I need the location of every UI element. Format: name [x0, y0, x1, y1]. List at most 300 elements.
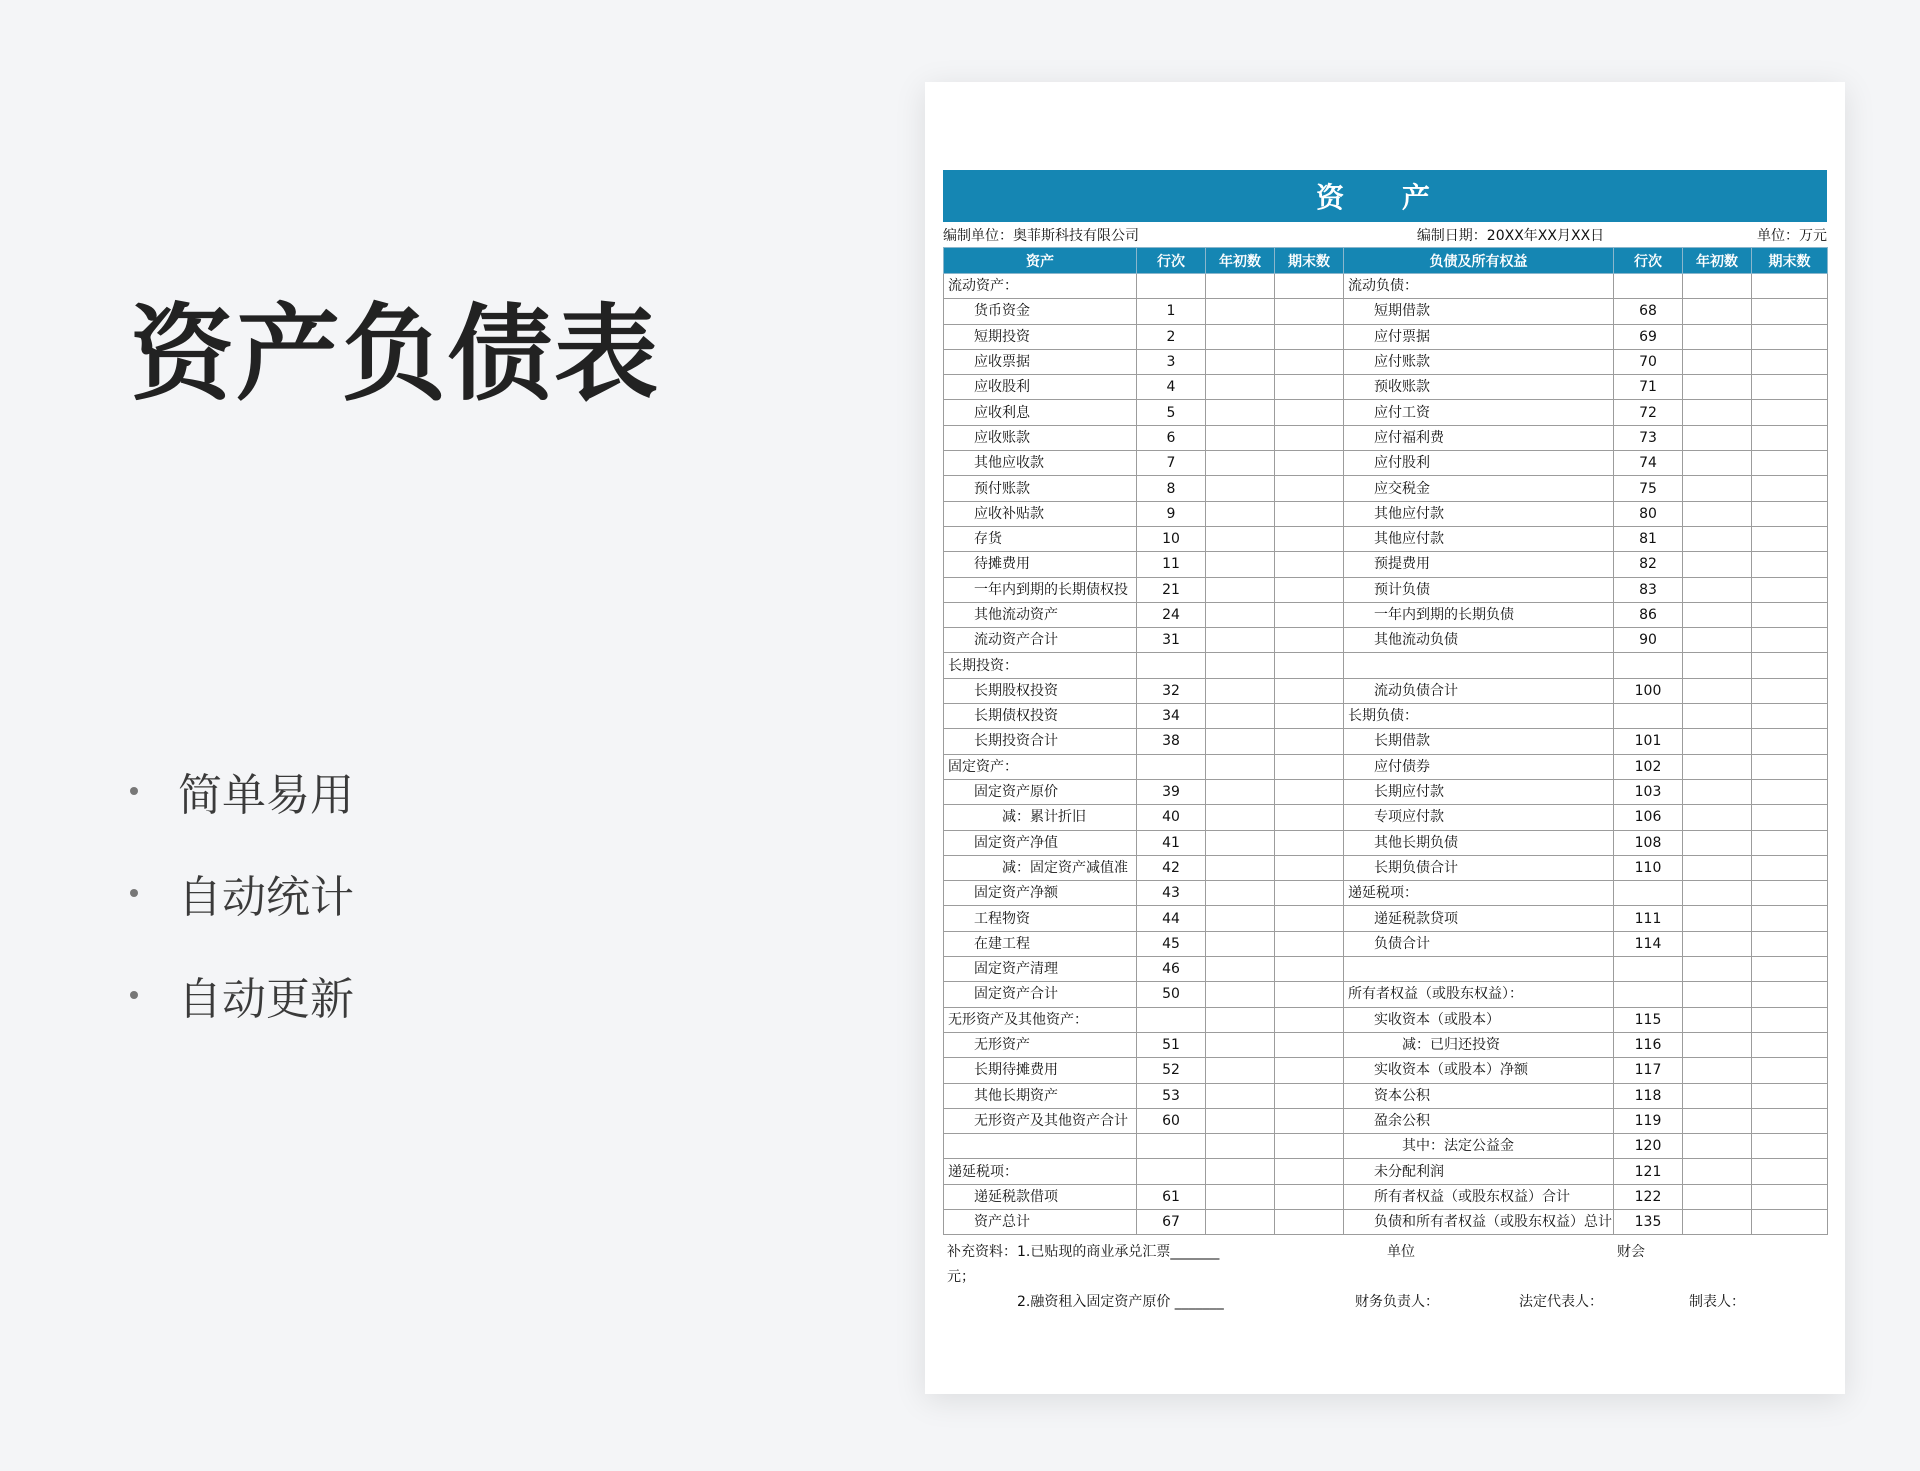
liability-line-no: 108: [1614, 830, 1683, 855]
preparer-label: 制表人：: [1689, 1294, 1745, 1311]
table-row: [944, 881, 1828, 906]
asset-closing: [1275, 526, 1344, 551]
asset-opening: [1206, 729, 1275, 754]
asset-line-no: 44: [1137, 906, 1206, 931]
asset-line-no: [1137, 1159, 1206, 1184]
liability-item: 应付票据: [1344, 324, 1614, 349]
asset-opening: [1206, 324, 1275, 349]
asset-opening: [1206, 906, 1275, 931]
asset-item: 预付账款: [944, 476, 1137, 501]
liability-item: 其中：法定公益金: [1344, 1134, 1614, 1159]
liability-line-no: 102: [1614, 754, 1683, 779]
asset-item: 其他流动资产: [944, 602, 1137, 627]
liability-closing: [1752, 779, 1828, 804]
feature-item: [130, 842, 354, 944]
liability-opening: [1683, 1083, 1752, 1108]
asset-opening: [1206, 1007, 1275, 1032]
asset-line-no: [1137, 1007, 1206, 1032]
asset-item: 待摊费用: [944, 552, 1137, 577]
liability-closing: [1752, 1032, 1828, 1057]
asset-closing: [1275, 957, 1344, 982]
asset-line-no: 43: [1137, 881, 1206, 906]
sheet-banner: 资 产: [943, 170, 1827, 222]
liability-line-no: 117: [1614, 1058, 1683, 1083]
finance-head-label: 财务负责人：: [1355, 1294, 1439, 1311]
liability-opening: [1683, 1159, 1752, 1184]
liability-line-no: 70: [1614, 349, 1683, 374]
liability-closing: [1752, 577, 1828, 602]
liability-closing: [1752, 476, 1828, 501]
asset-item: 应收股利: [944, 375, 1137, 400]
asset-line-no: 31: [1137, 628, 1206, 653]
asset-opening: [1206, 526, 1275, 551]
liability-item: 预计负债: [1344, 577, 1614, 602]
liability-closing: [1752, 375, 1828, 400]
liability-item: 预收账款: [1344, 375, 1614, 400]
col-header: 资产: [944, 248, 1137, 274]
asset-item: 货币资金: [944, 299, 1137, 324]
table-row: [944, 805, 1828, 830]
asset-line-no: 7: [1137, 451, 1206, 476]
asset-opening: [1206, 704, 1275, 729]
asset-opening: [1206, 1058, 1275, 1083]
liability-item: 应交税金: [1344, 476, 1614, 501]
liability-opening: [1683, 375, 1752, 400]
asset-item: 存货: [944, 526, 1137, 551]
asset-closing: [1275, 931, 1344, 956]
asset-opening: [1206, 274, 1275, 299]
feature-item: [130, 740, 354, 842]
liability-opening: [1683, 274, 1752, 299]
note-discounted-bills: 补充资料：1.已贴现的商业承兑汇票_______: [947, 1244, 1220, 1261]
table-row: [944, 678, 1828, 703]
asset-item: 固定资产净额: [944, 881, 1137, 906]
table-header-row: [944, 248, 1828, 274]
asset-opening: [1206, 931, 1275, 956]
asset-line-no: [1137, 274, 1206, 299]
liability-closing: [1752, 1007, 1828, 1032]
liability-item: [1344, 653, 1614, 678]
liability-opening: [1683, 830, 1752, 855]
feature-list: [130, 740, 354, 1046]
liability-item: 其他流动负债: [1344, 628, 1614, 653]
table-row: [944, 1184, 1828, 1209]
liability-closing: [1752, 805, 1828, 830]
liability-item: 流动负债：: [1344, 274, 1614, 299]
asset-line-no: 60: [1137, 1108, 1206, 1133]
liability-item: 减：已归还投资: [1344, 1032, 1614, 1057]
liability-opening: [1683, 349, 1752, 374]
liability-opening: [1683, 729, 1752, 754]
liability-opening: [1683, 931, 1752, 956]
table-row: [944, 526, 1828, 551]
asset-closing: [1275, 704, 1344, 729]
asset-item: 短期投资: [944, 324, 1137, 349]
liability-opening: [1683, 779, 1752, 804]
liability-item: 长期借款: [1344, 729, 1614, 754]
liability-closing: [1752, 1159, 1828, 1184]
asset-opening: [1206, 1032, 1275, 1057]
asset-line-no: 24: [1137, 602, 1206, 627]
liability-item: 长期负债：: [1344, 704, 1614, 729]
liability-opening: [1683, 906, 1752, 931]
asset-line-no: 42: [1137, 855, 1206, 880]
liability-item: 其他长期负债: [1344, 830, 1614, 855]
table-row: [944, 729, 1828, 754]
liability-line-no: 68: [1614, 299, 1683, 324]
asset-opening: [1206, 1159, 1275, 1184]
liability-closing: [1752, 349, 1828, 374]
liability-closing: [1752, 653, 1828, 678]
col-header: 行次: [1137, 248, 1206, 274]
col-header: 行次: [1614, 248, 1683, 274]
asset-line-no: 2: [1137, 324, 1206, 349]
liability-opening: [1683, 1058, 1752, 1083]
liability-line-no: [1614, 957, 1683, 982]
asset-line-no: 46: [1137, 957, 1206, 982]
asset-opening: [1206, 552, 1275, 577]
asset-item: 长期债权投资: [944, 704, 1137, 729]
asset-opening: [1206, 501, 1275, 526]
col-header: 期末数: [1752, 248, 1828, 274]
liability-closing: [1752, 754, 1828, 779]
asset-line-no: 3: [1137, 349, 1206, 374]
asset-line-no: 32: [1137, 678, 1206, 703]
liability-opening: [1683, 602, 1752, 627]
asset-item: 长期投资合计: [944, 729, 1137, 754]
liability-item: 应付福利费: [1344, 425, 1614, 450]
liability-opening: [1683, 400, 1752, 425]
table-row: [944, 324, 1828, 349]
table-row: [944, 1134, 1828, 1159]
asset-line-no: 52: [1137, 1058, 1206, 1083]
liability-line-no: 90: [1614, 628, 1683, 653]
liability-closing: [1752, 957, 1828, 982]
table-row: [944, 704, 1828, 729]
liability-item: 应付工资: [1344, 400, 1614, 425]
asset-item: 固定资产净值: [944, 830, 1137, 855]
liability-line-no: 121: [1614, 1159, 1683, 1184]
liability-closing: [1752, 1184, 1828, 1209]
asset-line-no: [1137, 653, 1206, 678]
liability-closing: [1752, 526, 1828, 551]
liability-opening: [1683, 1007, 1752, 1032]
liability-item: 应付账款: [1344, 349, 1614, 374]
col-header: 负债及所有权益: [1344, 248, 1614, 274]
asset-closing: [1275, 982, 1344, 1007]
asset-closing: [1275, 1032, 1344, 1057]
table-row: [944, 1007, 1828, 1032]
asset-opening: [1206, 577, 1275, 602]
liability-line-no: 82: [1614, 552, 1683, 577]
asset-closing: [1275, 299, 1344, 324]
liability-line-no: 114: [1614, 931, 1683, 956]
asset-closing: [1275, 754, 1344, 779]
liability-opening: [1683, 982, 1752, 1007]
asset-line-no: 38: [1137, 729, 1206, 754]
asset-opening: [1206, 1083, 1275, 1108]
asset-opening: [1206, 805, 1275, 830]
asset-opening: [1206, 982, 1275, 1007]
table-row: [944, 1108, 1828, 1133]
liability-closing: [1752, 400, 1828, 425]
liability-opening: [1683, 552, 1752, 577]
liability-item: 长期应付款: [1344, 779, 1614, 804]
liability-item: 专项应付款: [1344, 805, 1614, 830]
asset-line-no: 45: [1137, 931, 1206, 956]
asset-line-no: 1: [1137, 299, 1206, 324]
table-row: [944, 906, 1828, 931]
liability-line-no: 135: [1614, 1209, 1683, 1234]
asset-line-no: 11: [1137, 552, 1206, 577]
liability-line-no: [1614, 704, 1683, 729]
sheet-meta: [943, 222, 1827, 247]
asset-closing: [1275, 906, 1344, 931]
liability-line-no: 83: [1614, 577, 1683, 602]
asset-opening: [1206, 628, 1275, 653]
asset-opening: [1206, 1184, 1275, 1209]
liability-item: 所有者权益（或股东权益）：: [1344, 982, 1614, 1007]
asset-item: 一年内到期的长期债权投: [944, 577, 1137, 602]
asset-line-no: 67: [1137, 1209, 1206, 1234]
liability-line-no: [1614, 653, 1683, 678]
table-row: [944, 754, 1828, 779]
asset-closing: [1275, 678, 1344, 703]
sheet-notes: [943, 1235, 1827, 1325]
liability-line-no: 101: [1614, 729, 1683, 754]
liability-opening: [1683, 577, 1752, 602]
asset-item: 减：固定资产减值准: [944, 855, 1137, 880]
liability-closing: [1752, 425, 1828, 450]
asset-line-no: 39: [1137, 779, 1206, 804]
liability-closing: [1752, 931, 1828, 956]
asset-line-no: 41: [1137, 830, 1206, 855]
liability-item: 所有者权益（或股东权益）合计: [1344, 1184, 1614, 1209]
asset-line-no: [1137, 1134, 1206, 1159]
table-row: [944, 299, 1828, 324]
liability-item: 盈余公积: [1344, 1108, 1614, 1133]
asset-opening: [1206, 653, 1275, 678]
liability-line-no: 120: [1614, 1134, 1683, 1159]
table-row: [944, 1083, 1828, 1108]
asset-closing: [1275, 552, 1344, 577]
feature-label: 自动更新: [178, 974, 354, 1025]
table-row: [944, 274, 1828, 299]
asset-closing: [1275, 602, 1344, 627]
table-row: [944, 931, 1828, 956]
asset-closing: [1275, 628, 1344, 653]
liability-line-no: 74: [1614, 451, 1683, 476]
liability-line-no: 111: [1614, 906, 1683, 931]
liability-closing: [1752, 982, 1828, 1007]
liability-opening: [1683, 1209, 1752, 1234]
asset-item: 无形资产及其他资产：: [944, 1007, 1137, 1032]
asset-closing: [1275, 881, 1344, 906]
asset-closing: [1275, 779, 1344, 804]
asset-item: 资产总计: [944, 1209, 1137, 1234]
asset-closing: [1275, 324, 1344, 349]
balance-table: [943, 247, 1828, 1235]
asset-item: 固定资产合计: [944, 982, 1137, 1007]
asset-item: 无形资产: [944, 1032, 1137, 1057]
asset-opening: [1206, 830, 1275, 855]
table-row: [944, 628, 1828, 653]
sheet-content: [943, 170, 1827, 1325]
liability-item: 其他应付款: [1344, 526, 1614, 551]
asset-item: 应收账款: [944, 425, 1137, 450]
liability-item: 应付股利: [1344, 451, 1614, 476]
liability-closing: [1752, 451, 1828, 476]
asset-closing: [1275, 653, 1344, 678]
unit-sign-label: 单位: [1387, 1244, 1415, 1261]
liability-opening: [1683, 1032, 1752, 1057]
asset-opening: [1206, 881, 1275, 906]
table-row: [944, 602, 1828, 627]
asset-item: 应收补贴款: [944, 501, 1137, 526]
liability-opening: [1683, 1184, 1752, 1209]
liability-opening: [1683, 704, 1752, 729]
asset-opening: [1206, 855, 1275, 880]
liability-closing: [1752, 1134, 1828, 1159]
feature-label: 自动统计: [178, 872, 354, 923]
note-unit-yuan: 元；: [947, 1269, 975, 1286]
asset-item: 无形资产及其他资产合计: [944, 1108, 1137, 1133]
liability-opening: [1683, 855, 1752, 880]
asset-opening: [1206, 400, 1275, 425]
asset-line-no: 40: [1137, 805, 1206, 830]
asset-closing: [1275, 1058, 1344, 1083]
liability-line-no: 103: [1614, 779, 1683, 804]
unit-label: 单位：万元: [1756, 227, 1827, 244]
liability-line-no: 106: [1614, 805, 1683, 830]
bullet-dot: [130, 991, 138, 999]
asset-opening: [1206, 299, 1275, 324]
asset-closing: [1275, 400, 1344, 425]
table-row: [944, 577, 1828, 602]
liability-item: 流动负债合计: [1344, 678, 1614, 703]
asset-closing: [1275, 425, 1344, 450]
liability-item: 实收资本（或股本）净额: [1344, 1058, 1614, 1083]
liability-item: 预提费用: [1344, 552, 1614, 577]
table-body: [944, 274, 1828, 1235]
liability-opening: [1683, 451, 1752, 476]
table-row: [944, 1058, 1828, 1083]
feature-label: 简单易用: [178, 770, 354, 821]
liability-opening: [1683, 805, 1752, 830]
liability-line-no: 100: [1614, 678, 1683, 703]
liability-line-no: 119: [1614, 1108, 1683, 1133]
liability-opening: [1683, 526, 1752, 551]
liability-closing: [1752, 1058, 1828, 1083]
liability-item: 递延税项：: [1344, 881, 1614, 906]
asset-item: 固定资产原价: [944, 779, 1137, 804]
table-row: [944, 957, 1828, 982]
asset-closing: [1275, 1159, 1344, 1184]
asset-item: 在建工程: [944, 931, 1137, 956]
liability-closing: [1752, 881, 1828, 906]
asset-closing: [1275, 1108, 1344, 1133]
asset-item: 长期投资：: [944, 653, 1137, 678]
asset-item: 流动资产合计: [944, 628, 1137, 653]
table-row: [944, 425, 1828, 450]
bullet-dot: [130, 787, 138, 795]
liability-opening: [1683, 425, 1752, 450]
liability-opening: [1683, 324, 1752, 349]
liability-line-no: 69: [1614, 324, 1683, 349]
col-header: 期末数: [1275, 248, 1344, 274]
liability-opening: [1683, 501, 1752, 526]
asset-closing: [1275, 476, 1344, 501]
asset-item: 流动资产：: [944, 274, 1137, 299]
liability-line-no: 116: [1614, 1032, 1683, 1057]
asset-line-no: 5: [1137, 400, 1206, 425]
asset-line-no: 34: [1137, 704, 1206, 729]
liability-opening: [1683, 476, 1752, 501]
liability-item: [1344, 957, 1614, 982]
liability-closing: [1752, 906, 1828, 931]
table-row: [944, 982, 1828, 1007]
liability-line-no: 118: [1614, 1083, 1683, 1108]
asset-item: 应收票据: [944, 349, 1137, 374]
table-row: [944, 830, 1828, 855]
asset-line-no: 4: [1137, 375, 1206, 400]
liability-closing: [1752, 1083, 1828, 1108]
feature-item: [130, 944, 354, 1046]
asset-opening: [1206, 602, 1275, 627]
bullet-dot: [130, 889, 138, 897]
asset-item: 长期待摊费用: [944, 1058, 1137, 1083]
liability-opening: [1683, 754, 1752, 779]
liability-opening: [1683, 957, 1752, 982]
asset-line-no: 21: [1137, 577, 1206, 602]
liability-opening: [1683, 628, 1752, 653]
liability-item: 负债和所有者权益（或股东权益）总计: [1344, 1209, 1614, 1234]
asset-closing: [1275, 349, 1344, 374]
asset-closing: [1275, 729, 1344, 754]
liability-line-no: 115: [1614, 1007, 1683, 1032]
liability-opening: [1683, 881, 1752, 906]
asset-line-no: 9: [1137, 501, 1206, 526]
col-header: 年初数: [1683, 248, 1752, 274]
table-row: [944, 451, 1828, 476]
liability-closing: [1752, 729, 1828, 754]
liability-line-no: 71: [1614, 375, 1683, 400]
asset-closing: [1275, 274, 1344, 299]
asset-opening: [1206, 779, 1275, 804]
asset-line-no: 51: [1137, 1032, 1206, 1057]
table-row: [944, 552, 1828, 577]
liability-line-no: 81: [1614, 526, 1683, 551]
liability-line-no: 110: [1614, 855, 1683, 880]
liability-line-no: 86: [1614, 602, 1683, 627]
asset-closing: [1275, 451, 1344, 476]
asset-opening: [1206, 425, 1275, 450]
table-row: [944, 1209, 1828, 1234]
liability-item: 短期借款: [1344, 299, 1614, 324]
asset-closing: [1275, 805, 1344, 830]
liability-closing: [1752, 1209, 1828, 1234]
liability-line-no: [1614, 881, 1683, 906]
table-row: [944, 779, 1828, 804]
asset-item: 其他长期资产: [944, 1083, 1137, 1108]
asset-opening: [1206, 349, 1275, 374]
asset-item: 工程物资: [944, 906, 1137, 931]
asset-closing: [1275, 1083, 1344, 1108]
asset-item: 递延税款借项: [944, 1184, 1137, 1209]
asset-line-no: [1137, 754, 1206, 779]
col-header: 年初数: [1206, 248, 1275, 274]
asset-closing: [1275, 855, 1344, 880]
